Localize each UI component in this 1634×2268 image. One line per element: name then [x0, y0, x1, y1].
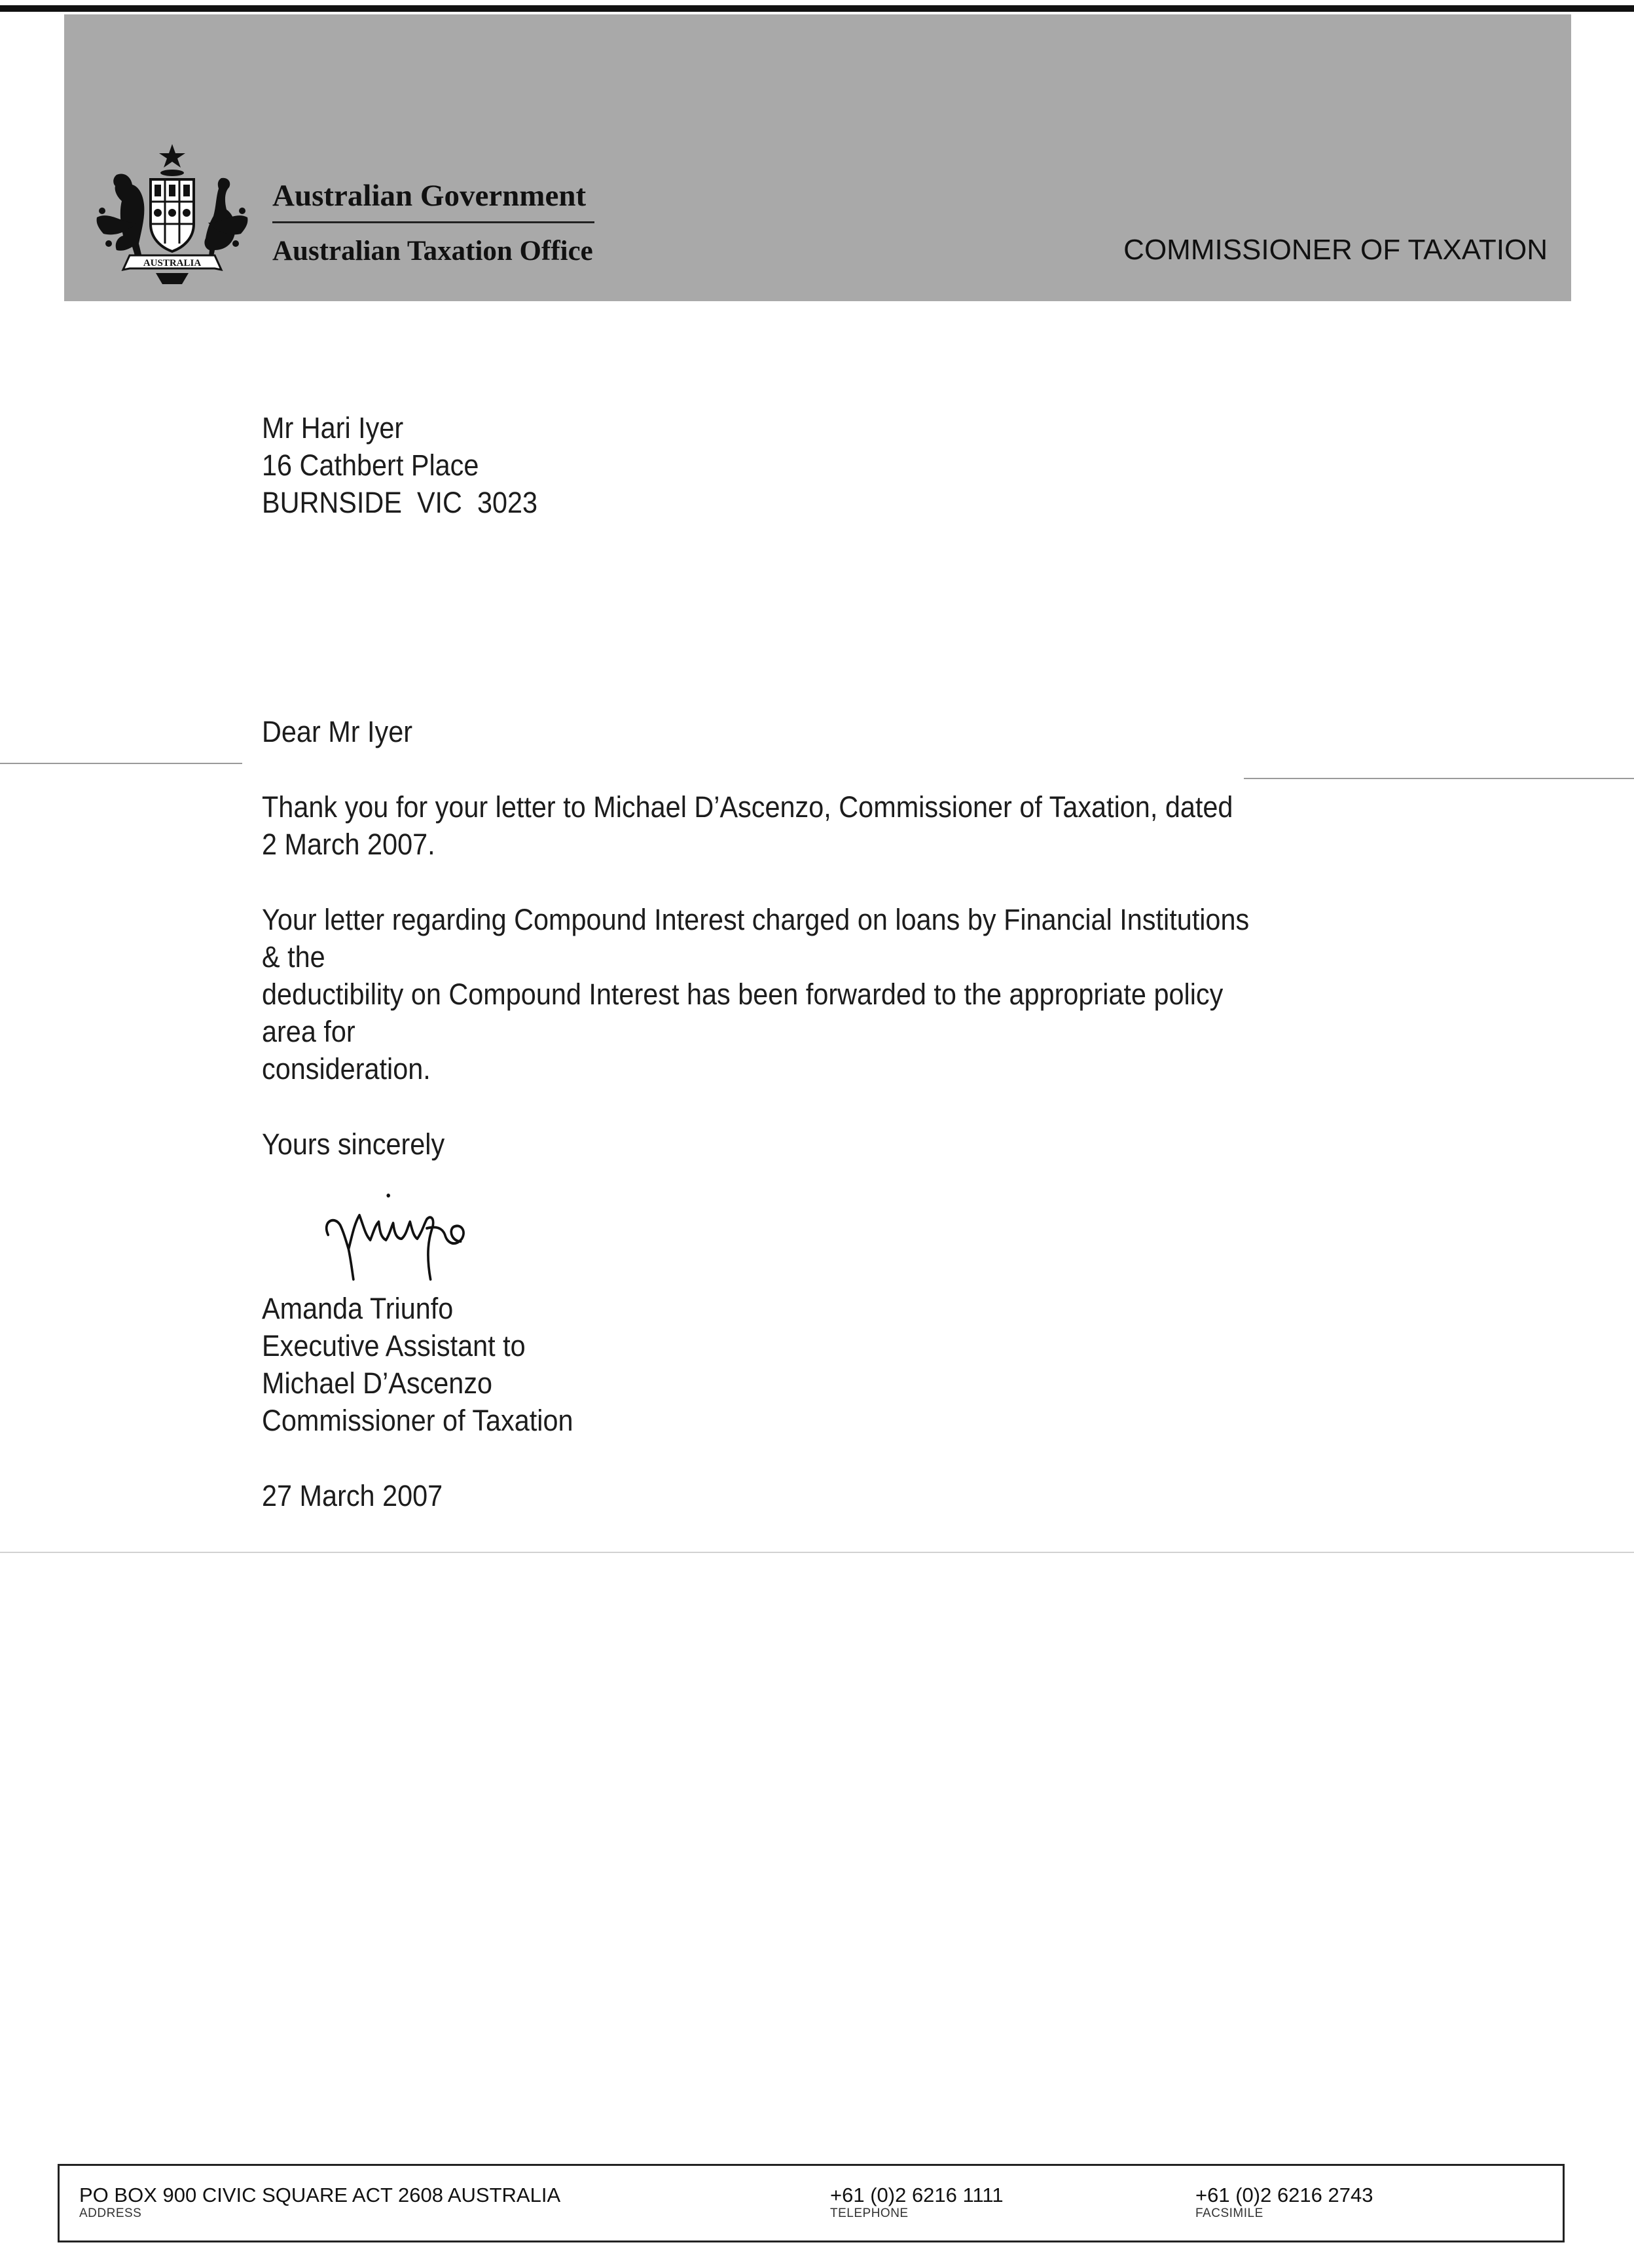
- government-identity: [272, 178, 594, 267]
- recipient-street: 16 Cathbert Place: [262, 448, 479, 482]
- letter-body: [262, 409, 1262, 1514]
- paragraph-acknowledgement: [262, 788, 1262, 863]
- footer-contact-box: [58, 2164, 1565, 2242]
- fold-line-upper-right: [1244, 778, 1634, 779]
- fold-line-lower: [0, 1552, 1634, 1553]
- coat-of-arms-icon: [90, 139, 254, 289]
- paragraph-2-line-1: Your letter regarding Compound Interest charged on loans by Financial Institutions & the: [262, 903, 1250, 974]
- footer-facsimile: [1195, 2184, 1373, 2221]
- paragraph-1-line-1: Thank you for your letter to Michael D’Ascenzo, Commissioner of Taxation, dated: [262, 790, 1233, 824]
- footer-address-value: PO BOX 900 CIVIC SQUARE ACT 2608 AUSTRALIA: [79, 2184, 561, 2206]
- letterhead-banner: [64, 14, 1571, 301]
- footer-address-label: ADDRESS: [79, 2206, 142, 2220]
- recipient-locality: BURNSIDE VIC 3023: [262, 486, 538, 519]
- letter-date: 27 March 2007: [262, 1479, 443, 1512]
- recipient-name: Mr Hari Iyer: [262, 411, 404, 445]
- paragraph-2-line-3: consideration.: [262, 1052, 431, 1086]
- paragraph-1-line-2: 2 March 2007.: [262, 828, 435, 861]
- signatory-title-1: Executive Assistant to: [262, 1329, 526, 1363]
- paragraph-forwarding: [262, 901, 1262, 1088]
- signatory-title-3: Commissioner of Taxation: [262, 1404, 573, 1437]
- department-name: Australian Taxation Office: [272, 236, 593, 266]
- office-title: COMMISSIONER OF TAXATION: [1123, 234, 1548, 266]
- paragraph-2-line-2: deductibility on Compound Interest has been forwarded to the appropriate policy area for: [262, 978, 1224, 1048]
- footer-telephone: [830, 2184, 1004, 2221]
- signatory-block: [262, 1290, 1262, 1439]
- recipient-address: [262, 409, 1262, 521]
- closing: Yours sincerely: [262, 1127, 445, 1161]
- salutation: Dear Mr Iyer: [262, 715, 413, 748]
- footer-address: [79, 2184, 560, 2221]
- government-name: Australian Government: [272, 178, 594, 223]
- crest-scroll-text: AUSTRALIA: [143, 258, 202, 268]
- footer-facsimile-label: FACSIMILE: [1195, 2206, 1263, 2220]
- fold-line-upper-left: [0, 763, 242, 764]
- footer-telephone-value: +61 (0)2 6216 1111: [830, 2184, 1004, 2206]
- handwritten-signature: [316, 1189, 497, 1281]
- signatory-title-2: Michael D’Ascenzo: [262, 1366, 493, 1400]
- footer-facsimile-value: +61 (0)2 6216 2743: [1195, 2184, 1373, 2206]
- footer-telephone-label: TELEPHONE: [830, 2206, 909, 2220]
- top-edge-rule: [0, 5, 1634, 12]
- signatory-name: Amanda Triunfo: [262, 1292, 454, 1325]
